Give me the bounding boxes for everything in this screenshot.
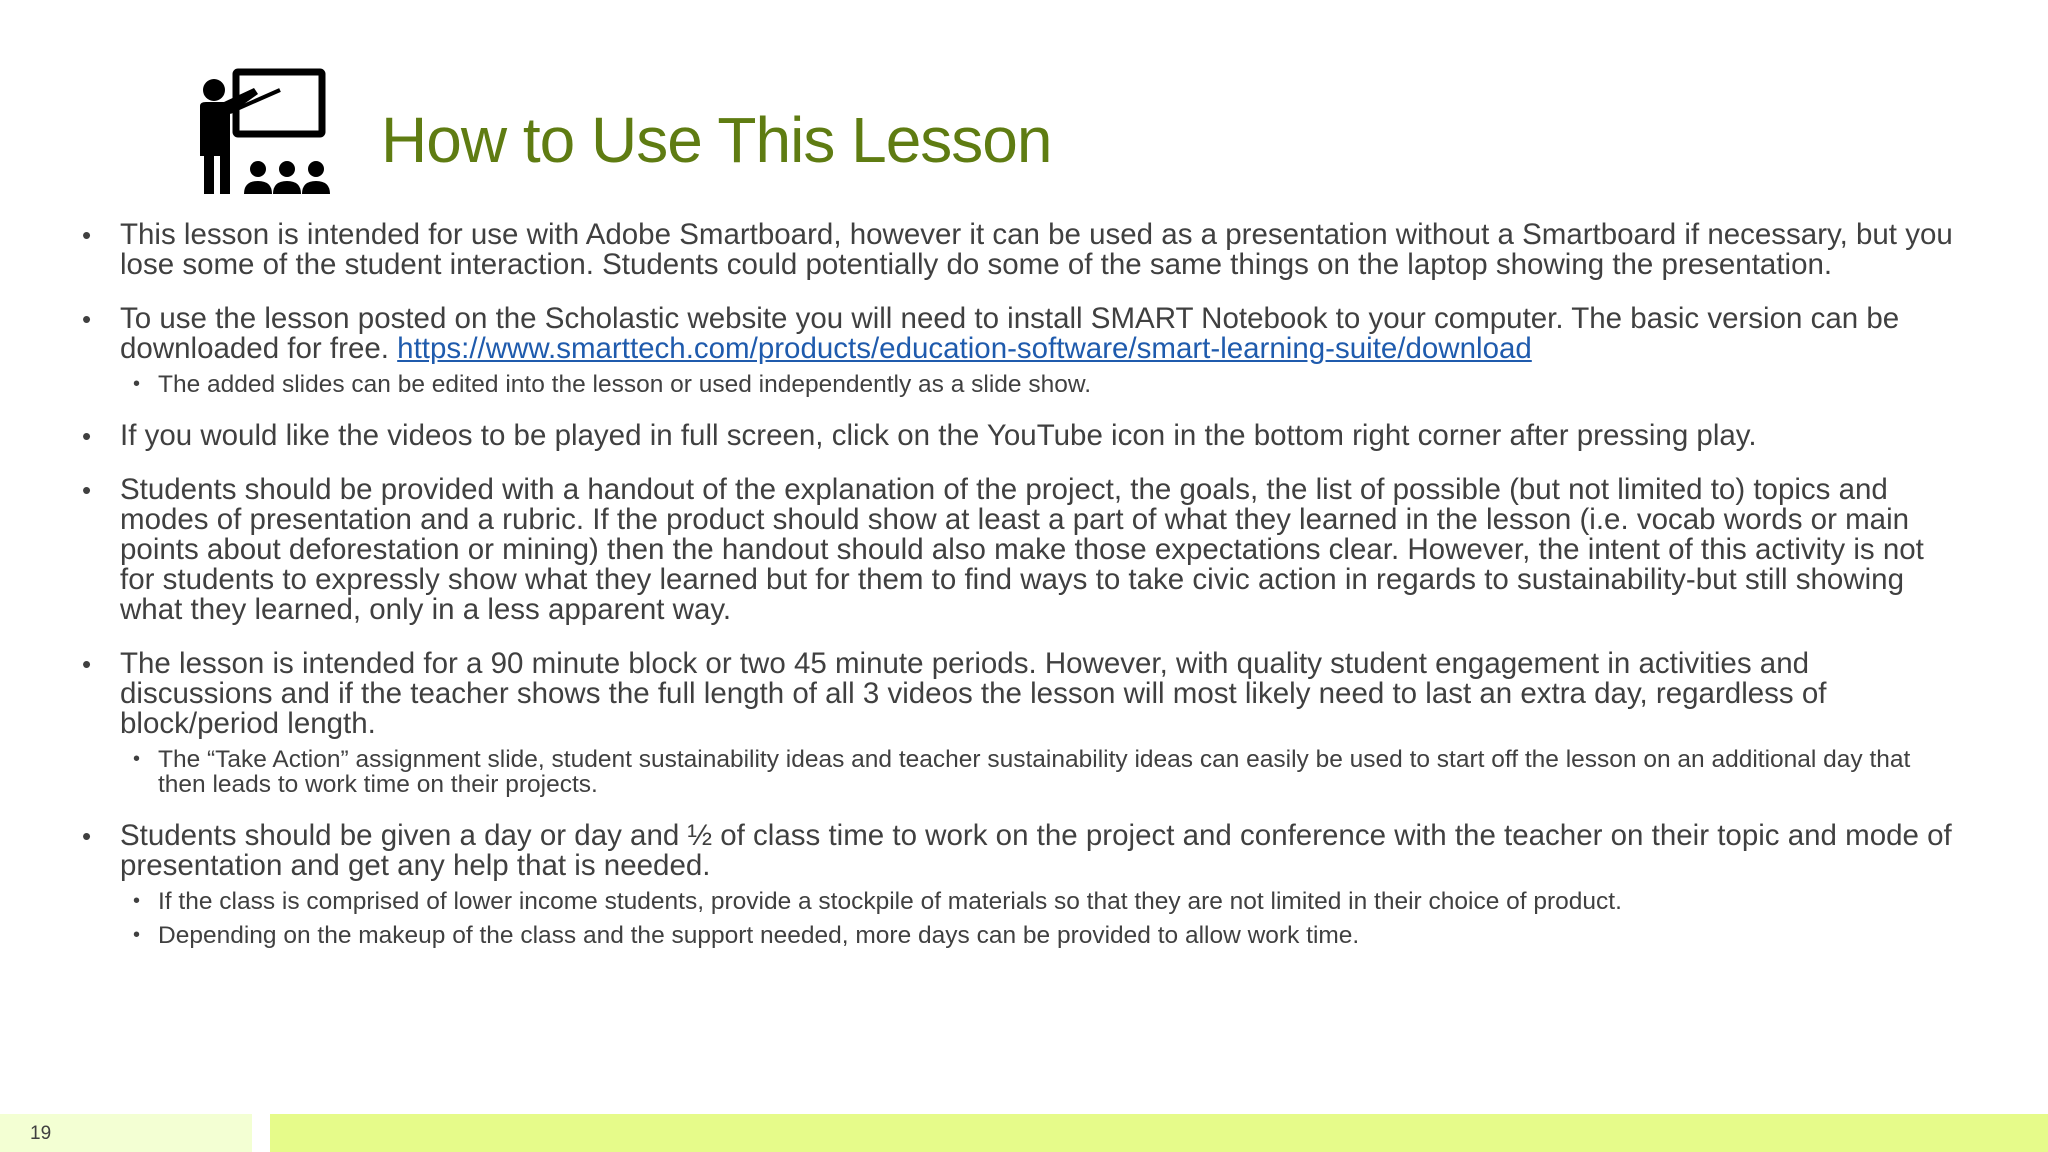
sub-bullet-list	[120, 372, 1960, 397]
sub-bullet-item: • Depending on the makeup of the class and the support needed, more days can be provided to allow work time.	[120, 923, 1960, 948]
bullet-item	[80, 304, 1960, 397]
bullet-item	[80, 220, 1960, 280]
sub-bullet-item: • The “Take Action” assignment slide, student sustainability ideas and teacher sustainability ideas can easily be used to start off the lesson on an additional day that then leads to work time on their projects.	[120, 747, 1960, 797]
slide-title: How to Use This Lesson	[381, 104, 1052, 176]
bullet-item	[80, 649, 1960, 797]
bullet-list	[80, 220, 1960, 972]
bullet-text: Students should be provided with a handout of the explanation of the project, the goals, the list of possible (but not limited to) topics and modes of presentation and a rubric. If the product should show at least a part of what they learned in the lesson (i.e. vocab words or main points about deforestation or mining) then the handout should also make those expectations clear. However, the intent of this activity is not for students to expressly show what they learned but for them to find ways to take civic action in regards to sustainability-but still showing what they learned, only in a less apparent way.	[120, 473, 1924, 626]
bullet-text: To use the lesson posted on the Scholastic website you will need to install SMART Notebook to your computer. The basic version can be downloaded for free.	[120, 302, 1900, 365]
bullet-item	[80, 821, 1960, 948]
bullet-item	[80, 475, 1960, 625]
bullet-text: This lesson is intended for use with Adobe Smartboard, however it can be used as a presentation without a Smartboard if necessary, but you lose some of the student interaction. Students could potentially do some of the same things on the laptop showing the presentation.	[120, 218, 1953, 281]
bullet-text: Students should be given a day or day and ½ of class time to work on the project and conference with the teacher on their topic and mode of presentation and get any help that is needed.	[120, 819, 1952, 882]
sub-bullet-item: • If the class is comprised of lower income students, provide a stockpile of materials so that they are not limited in their choice of product.	[120, 889, 1960, 914]
smart-notebook-download-link[interactable]: https://www.smarttech.com/products/education-software/smart-learning-suite/download	[397, 332, 1532, 365]
footer-bar-right	[270, 1114, 2048, 1152]
bullet-item	[80, 421, 1960, 451]
bullet-text: The lesson is intended for a 90 minute block or two 45 minute periods. However, with quality student engagement in activities and discussions and if the teacher shows the full length of all 3 videos the lesson will most likely need to last an extra day, regardless of block/period length.	[120, 647, 1827, 740]
sub-bullet-list	[120, 889, 1960, 948]
sub-bullet-list	[120, 747, 1960, 797]
slide-number: 19	[30, 1123, 52, 1144]
bullet-text: If you would like the videos to be played in full screen, click on the YouTube icon in the bottom right corner after pressing play.	[120, 419, 1757, 452]
teacher-presenting-icon	[192, 68, 332, 198]
sub-bullet-item: • The added slides can be edited into the lesson or used independently as a slide show.	[120, 372, 1960, 397]
